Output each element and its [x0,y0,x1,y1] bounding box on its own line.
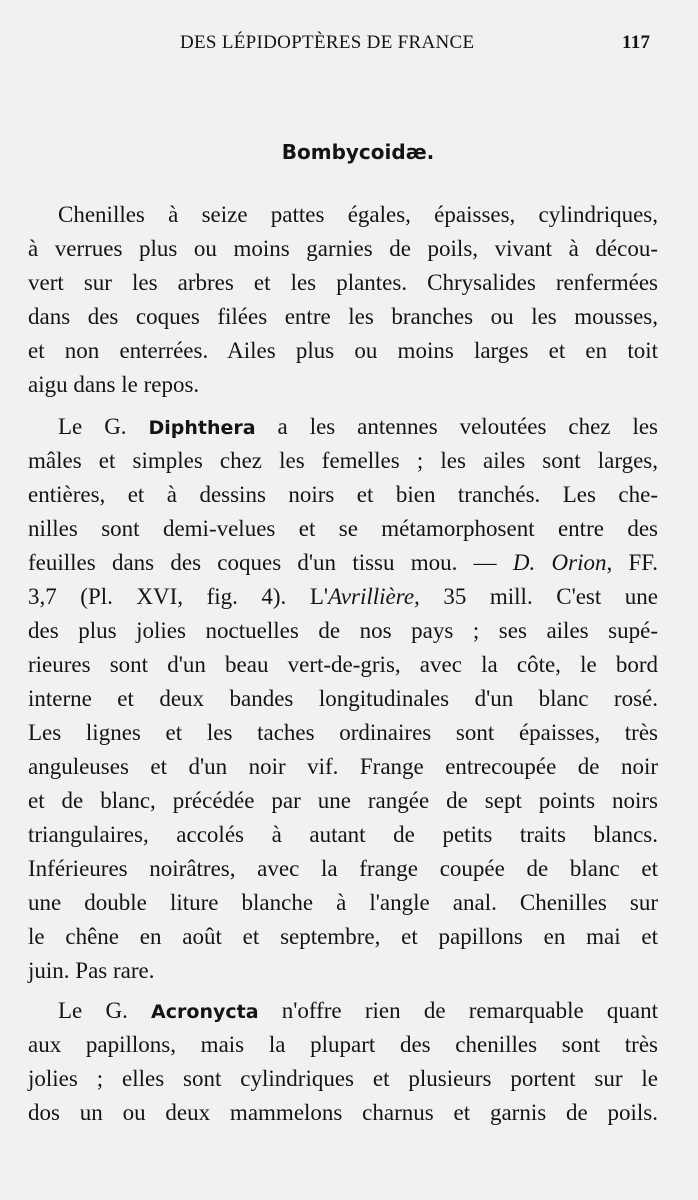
text-line [28,546,658,580]
text-line: à verrues plus ou moins garnies de poils, vivant à décou- [28,236,658,261]
text-line: mâles et simples chez les femelles ; les ailes sont larges, [28,448,658,473]
section-heading: Bombycoidæ. [281,140,435,164]
line-prefix: Le G. [58,414,149,439]
text-line [58,994,658,1028]
text-line [28,580,658,614]
text-line: aux papillons, mais la plupart des chenilles sont très [28,1032,658,1057]
text-line: Les lignes et les taches ordinaires sont épaisses, très [28,720,658,745]
text-line: dos un ou deux mammelons charnus et garnis de poils. [28,1100,658,1125]
text-line: nilles sont demi-velues et se métamorphosent entre des [28,516,658,541]
common-name: Avrillière, [328,584,420,609]
genus-name: Diphthera [148,417,256,439]
text-line: entières, et à dessins noirs et bien tranchés. Les che- [28,482,658,507]
text-line: une double liture blanche à l'angle anal. Chenilles sur [28,890,658,915]
line-rest: , FF. [606,550,658,575]
line-text: feuilles dans des coques d'un tissu mou. — [28,550,513,575]
text-line: dans des coques filées entre les branches ou les mousses, [28,304,658,329]
page-number: 117 [622,32,651,53]
text-line: et non enterrées. Ailes plus ou moins larges et en toit [28,338,658,363]
text-line: des plus jolies noctuelles de nos pays ; ses ailes supé- [28,618,658,643]
text-line: le chêne en août et septembre, et papillons en mai et [28,924,658,949]
running-title: DES LÉPIDOPTÈRES DE FRANCE [180,32,475,53]
text-line: jolies ; elles sont cylindriques et plusieurs portent sur le [28,1066,658,1091]
line-suffix: a les antennes veloutées chez les [255,414,658,439]
text-line: Chenilles à seize pattes égales, épaisses, cylindriques, [58,202,658,227]
text-line: triangulaires, accolés à autant de petits traits blancs. [28,822,658,847]
line-prefix: Le G. [58,998,152,1023]
text-line: juin. Pas rare. [28,958,155,983]
text-line: anguleuses et d'un noir vif. Frange entrecoupée de noir [28,754,658,779]
text-line: et de blanc, précédée par une rangée de sept points noirs [28,788,658,813]
line-suffix: n'offre rien de remarquable quant [258,998,658,1023]
genus-name: Acronycta [151,1001,259,1023]
text-line: vert sur les arbres et les plantes. Chrysalides renfermées [28,270,658,295]
line-text: 3,7 (Pl. XVI, fig. 4). L' [28,584,329,609]
species-name: D. Orion [512,550,607,575]
text-line: aigu dans le repos. [28,372,200,397]
line-rest: 35 mill. C'est une [419,584,658,609]
text-line: interne et deux bandes longitudinales d'un blanc rosé. [28,686,658,711]
text-line: rieures sont d'un beau vert-de-gris, avec la côte, le bord [28,652,658,677]
text-line: Inférieures noirâtres, avec la frange coupée de blanc et [28,856,658,881]
text-line [58,410,658,444]
